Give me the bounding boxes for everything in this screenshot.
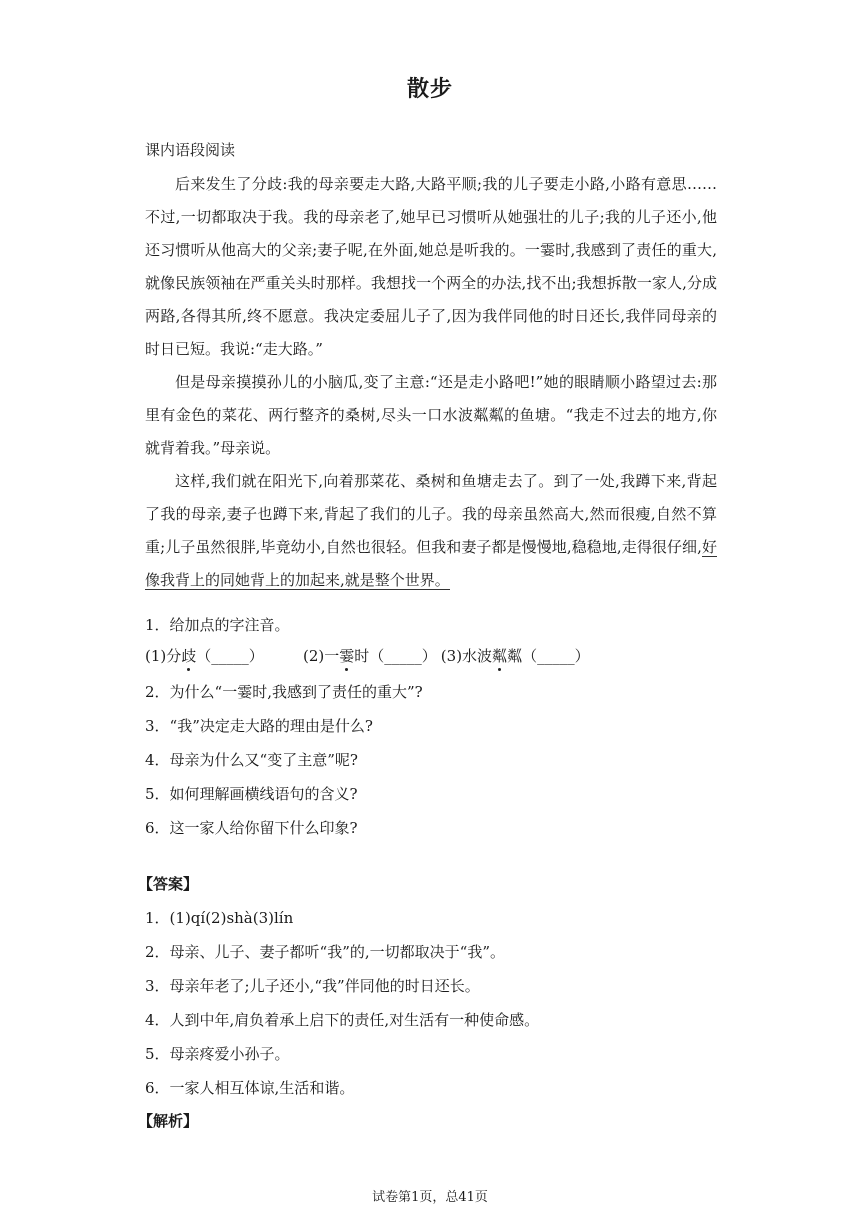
question-1-items [145, 645, 590, 666]
page-title: 散步 [406, 77, 453, 102]
underlined-sentence: 好像我背上的同她背上的加起来,就是整个世界。 [145, 538, 717, 589]
answer-1: 1．(1)qí(2)shà(3)lín [145, 909, 294, 927]
item-c-blank: （_____） [522, 647, 590, 665]
question-3: 3．“我”决定走大路的理由是什么? [145, 717, 373, 735]
item-c-dotted-char: 粼 [492, 647, 508, 665]
item-a-blank: （_____） [196, 647, 264, 665]
answer-3: 3．母亲年老了;儿子还小,“我”伴同他的时日还长。 [145, 977, 480, 995]
question-2: 2．为什么“一霎时,我感到了责任的重大”? [145, 683, 423, 701]
passage-paragraph-1: 后来发生了分歧:我的母亲要走大路,大路平顺;我的儿子要走小路,小路有意思……不过,一切都取决于我。我的母亲老了,她早已习惯听从她强壮的儿子;我的儿子还小,他还习惯听从他高大的父亲;妻子呢,在外面,她总是听我的。一霎时,我感到了责任的重大,就像民族领袖在严重关头时那样。我想找一个两全的办法,找不出;我想拆散一家人,分成两路,各得其所,终不愿意。我决定委屈儿子了,因为我伴同他的时日还长,我伴同母亲的时日已短。我说:“走大路。” [145, 175, 718, 358]
item-a-prefix: (1)分 [145, 647, 182, 665]
section-label: 课内语段阅读 [145, 141, 236, 159]
item-b-prefix: (2)一 [303, 647, 340, 665]
question-1-item-b [303, 645, 437, 666]
passage-paragraph-3-text: 这样,我们就在阳光下,向着那菜花、桑树和鱼塘走去了。到了一处,我蹲下来,背起了我的母亲,妻子也蹲下来,背起了我们的儿子。我的母亲虽然高大,然而很瘦,自然不算重;儿子虽然很胖,毕竟幼小,自然也很轻。但我和妻子都是慢慢地,稳稳地,走得很仔细, [145, 472, 717, 556]
answer-heading: 【答案】 [138, 875, 199, 893]
item-c-suffix: 粼 [507, 647, 523, 665]
question-6: 6．这一家人给你留下什么印象? [145, 819, 358, 837]
passage-paragraph-2: 但是母亲摸摸孙儿的小脑瓜,变了主意:“还是走小路吧!”她的眼睛顺小路望过去:那里有金色的菜花、两行整齐的桑树,尽头一口水波粼粼的鱼塘。“我走不过去的地方,你就背着我。”母亲说。 [145, 373, 717, 457]
answer-6: 6．一家人相互体谅,生活和谐。 [145, 1079, 355, 1097]
item-a-dotted-char: 歧 [181, 647, 197, 665]
item-c-prefix: (3)水波 [440, 647, 493, 665]
item-b-suffix: 时 [354, 647, 370, 665]
item-b-blank: （_____） [369, 647, 437, 665]
answer-4: 4．人到中年,肩负着承上启下的责任,对生活有一种使命感。 [145, 1011, 540, 1029]
question-1-item-c [441, 645, 590, 666]
question-4: 4．母亲为什么又“变了主意”呢? [145, 751, 358, 769]
question-1: 1．给加点的字注音。 [145, 616, 290, 634]
reading-passage [145, 168, 717, 597]
answer-5: 5．母亲疼爱小孙子。 [145, 1045, 290, 1063]
analysis-heading: 【解析】 [138, 1112, 199, 1130]
page-footer: 试卷第1页，总41页 [372, 1190, 488, 1205]
question-5: 5．如何理解画横线语句的含义? [145, 785, 358, 803]
answer-2: 2．母亲、儿子、妻子都听“我”的,一切都取决于“我”。 [145, 943, 505, 961]
question-1-item-a [145, 645, 303, 666]
item-b-dotted-char: 霎 [339, 647, 355, 665]
passage-paragraph-3 [145, 465, 717, 597]
